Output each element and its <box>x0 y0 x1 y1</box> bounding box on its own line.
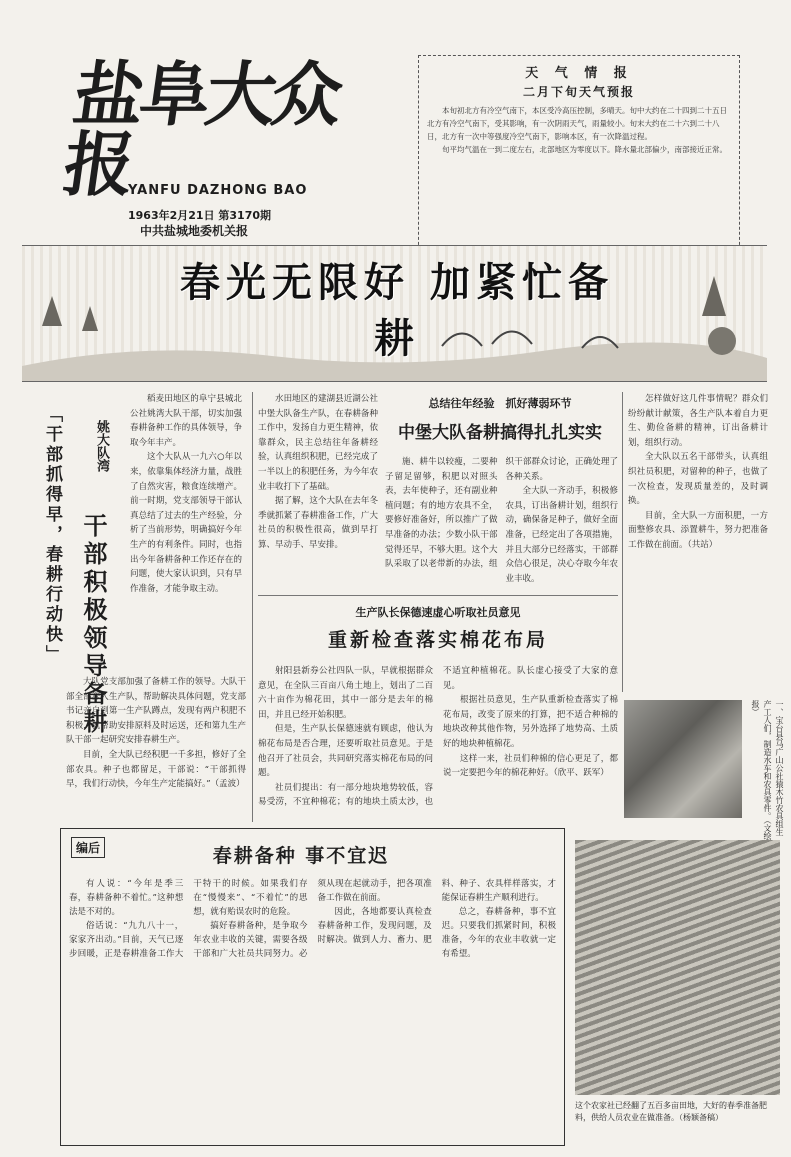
paragraph: 目前，全大队已经积肥一千多担，修好了全部农具。种子也都留足，干部说：“干部抓得早，我们行动快，今年生产定能搞好。”（孟波） <box>66 749 246 790</box>
paragraph: 根据社员意见，生产队重新检查落实了棉花布局，改变了原来的打算，把不适合种棉的地块改种其他作物，另外选择了地势高、土质好的地块种植棉花。 <box>443 695 618 749</box>
paragraph: 施、耕牛以较瘦，二要种子留足留够，积肥以对照头表，去年使种子，还有副业种植问题；有的地方农具不全，要修好准备好，所以推广了做早准备的办法；少数小队干部觉得还早，不够大胆。这个大队采取了以老带新的办法，组织干部群众讨论，正确处理了各种关系。 <box>385 457 618 570</box>
paragraph: 怎样做好这几件事情呢？群众们纷纷献计献策，各生产队本着自力更生、勤俭备耕的精神，订出备耕计划，组织行动。 <box>628 394 768 448</box>
paragraph: 但是，生产队长保德速就有顾虑，他认为棉花布局是否合理，还要听取社员意见。于是他召开了社员会，共同研究落实棉花布局的问题。 <box>258 724 433 779</box>
paragraph: 有人说：“今年是季三春，春耕备种不着忙。”这种想法是不对的。 <box>69 879 184 917</box>
weather-paragraph: 旬平均气温在一到二度左右，北部地区为零度以下。降水量北部偏少，南部接近正常。 <box>442 145 727 154</box>
weather-paragraph: 本旬初北方有冷空气南下，本区受冷高压控制，多晴天。旬中大约在二十四到二十五日北方有冷空气南下，受其影响，有一次阴雨天气，雨量较小。旬末大约在二十六到二十八日，北方有一次中等强度冷空气南下，影响本区，有一次降温过程。 <box>427 106 727 141</box>
paragraph: 全大队一齐动手，积极修农具，订出备耕计划，组织行动，确保备足种子，做好全面准备，已经定出了各项措施，并且大部分已经落实，干部群众信心很足，决心夺取今年农业丰收。 <box>505 486 618 584</box>
photo-workers <box>624 700 742 818</box>
column-rule <box>622 392 623 692</box>
photo-field <box>575 840 780 1095</box>
story-left-kicker: 姚大队湾 <box>94 420 109 472</box>
sidebar-slogan: 「干部抓得早，春耕行动快」 <box>42 405 62 665</box>
weather-box <box>418 55 740 255</box>
masthead-title: 盐阜大众报 <box>58 53 345 206</box>
masthead-pinyin: YANFU DAZHONG BAO <box>128 183 308 198</box>
weather-label: 天 气 情 报 <box>525 66 633 81</box>
paragraph: 水田地区的建湖县近湖公社中堡大队备生产队，在春耕备种工作中，发扬自力更生精神，依靠群众，民主总结往年备耕经验，认真组织积肥，已经完成了一半以上的积肥任务，为今年农业丰收打下了基础。 <box>258 394 378 492</box>
editorial-box <box>60 828 565 1146</box>
masthead-organ: 中共盐城地委机关报 <box>140 224 249 238</box>
story-left-body-continued <box>66 675 246 820</box>
paragraph: 这样一来，社员们种棉的信心更足了，都说一定要把今年的棉花种好。（欣平、跃军） <box>443 753 618 779</box>
editorial-headline: 春耕备种 事不宜迟 <box>212 845 390 867</box>
photo1-caption: 一、宝台县马广山公社猿木竹农具组生产工人们，制造水车和农具零件。（文绘报） <box>751 700 784 840</box>
paragraph: 据了解，这个大队在去年冬季就抓紧了春耕准备工作，广大社员的积极性很高，做到早打算、早动手、早安排。 <box>258 496 378 550</box>
paragraph: 搞好春耕备种，是争取今年农业丰收的关键，需要各级干部和广大社员共同努力。必须从现在起就动手，把各项准备工作做在前面。 <box>193 879 432 959</box>
story-main-headline: 中堡大队备耕搞得扎扎实实 <box>398 423 602 443</box>
story-cotton-kicker: 生产队长保德速虚心听取社员意见 <box>355 606 521 619</box>
story-left-headline: 干部积极领导备耕 <box>79 513 108 737</box>
column-rule <box>252 392 253 822</box>
paragraph: 稻麦田地区的阜宁县城北公社姚湾大队干部，切实加强春耕备种工作的具体领导，争取今年丰产。 <box>130 394 242 448</box>
paragraph: 大队党支部加强了备耕工作的领导。大队干部全部深入生产队，帮助解决具体问题，党支部书记亲自到第一生产队蹲点，发现有两户积肥不积极，就帮助安排原料及时运送，还和第九生产队干部一起研究安排春耕生产。 <box>66 677 246 746</box>
paragraph: 这个大队从一九六○年以来，依靠集体经济力量，战胜了自然灾害，粮食连续增产。前一时期，党支部领导干部认真总结了过去的生产经验，分析了当前形势，明确搞好今年生产的有利条件。同时，也指出今年备耕备种工作还存在的问题，使大家认识到，只有早作准备，才能争取主动。 <box>130 452 242 594</box>
story-mid-top-body <box>258 392 378 582</box>
paragraph: 目前，全大队一方面积肥，一方面整修农具、添置耕牛，努力把准备工作做在前面。（共站） <box>628 510 768 550</box>
story-main-body <box>385 455 618 595</box>
story-main-kicker: 总结往年经验 抓好薄弱环节 <box>428 397 572 410</box>
banner-title: 春光无限好 加紧忙备耕 <box>180 259 614 362</box>
photo2-caption: 这个农家社已经翻了五百多亩田地，大好的春季准备肥料，供给人员农业在做准备。（杨颖备稿） <box>575 1101 767 1122</box>
section-rule <box>258 595 618 596</box>
editorial-tag: 编后 <box>71 837 105 858</box>
editorial-body <box>69 877 556 1139</box>
paragraph: 射阳县新券公社四队一队，早就根据群众意见，在全队三百亩八角土地上，划出了二百六十亩作为棉花田，其中一部分是去年的棉田，并且已经开始积肥。 <box>258 666 433 720</box>
story-cotton-headline: 重新检查落实棉花布局 <box>327 629 548 651</box>
story-right-body <box>628 392 768 692</box>
paragraph: 因此，各地都要认真检查春耕备种工作，发现问题，及时解决。做到人力、畜力、肥料、种子、农具样样落实，才能保证春耕生产顺利进行。 <box>317 879 556 945</box>
story-cotton-body <box>258 664 618 822</box>
paragraph: 社员们提出：有一部分地块地势较低，容易受涝，不宜种棉花；有的地块土质太沙，也不适宜种植棉花。队长虚心接受了大家的意见。 <box>258 666 618 808</box>
paragraph: 总之，春耕备种，事不宜迟。只要我们抓紧时间，积极准备，今年的农业丰收就一定有希望。 <box>441 907 556 959</box>
paragraph: 俗话说：“九九八十一，家家齐出动。”目前，天气已逐步回暖，正是春耕准备工作大干特干的时候。如果我们存在“慢慢来”、“不着忙”的思想，就有贻误农时的危险。 <box>69 879 308 959</box>
story-left-body <box>130 392 242 672</box>
weather-title: 二月下旬天气预报 <box>522 85 635 99</box>
paragraph: 全大队以五名干部带头，认真组织社员积肥，对留种的种子，也做了一次检查，发现质量差的，及时调换。 <box>628 452 768 507</box>
masthead-date-issue: 1963年2月21日 第3170期 <box>128 209 272 222</box>
